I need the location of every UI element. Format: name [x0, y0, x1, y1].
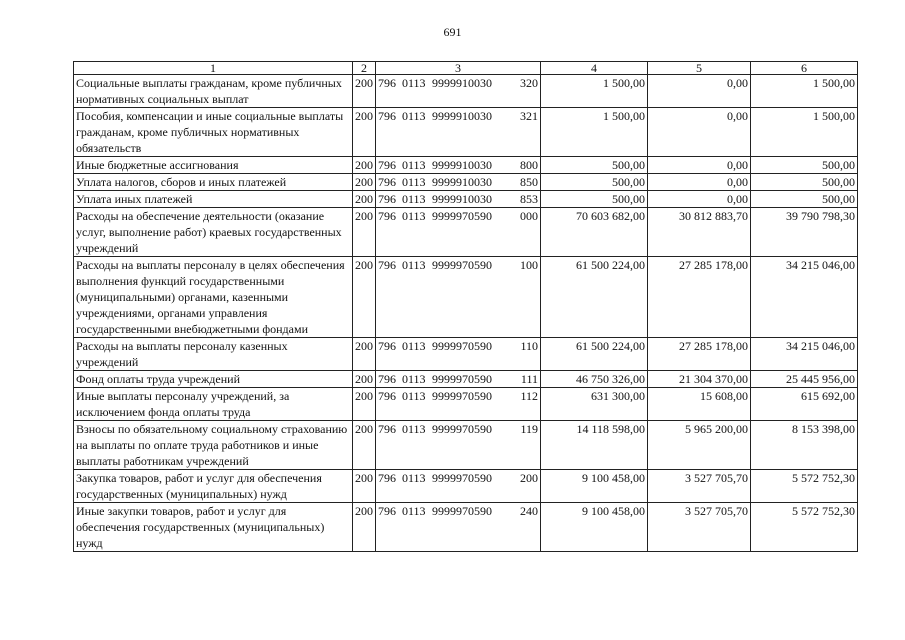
table-row	[74, 157, 858, 174]
row-amount-col4: 61 500 224,00	[541, 257, 648, 338]
department-code: 796	[378, 192, 396, 206]
row-amount-col4: 9 100 458,00	[541, 503, 648, 552]
row-code: 200	[353, 338, 376, 371]
row-description: Иные закупки товаров, работ и услуг для обеспечения государственных (муниципальных) нужд	[74, 503, 353, 552]
expense-type-code: 240	[520, 504, 538, 518]
row-amount-col6: 39 790 798,30	[751, 208, 858, 257]
department-code: 796	[378, 175, 396, 189]
row-classification-code	[376, 257, 541, 338]
target-article-code: 9999970590	[432, 471, 492, 485]
table-row	[74, 338, 858, 371]
row-amount-col6: 5 572 752,30	[751, 503, 858, 552]
table-row	[74, 388, 858, 421]
expense-type-code: 200	[520, 471, 538, 485]
expense-type-code: 321	[520, 109, 538, 123]
row-amount-col6: 34 215 046,00	[751, 338, 858, 371]
row-amount-col5: 27 285 178,00	[648, 338, 751, 371]
row-code: 200	[353, 421, 376, 470]
column-header: 2	[353, 62, 376, 75]
expense-type-code: 110	[520, 339, 538, 353]
row-description: Социальные выплаты гражданам, кроме публичных нормативных социальных выплат	[74, 75, 353, 108]
section-code: 0113	[402, 422, 426, 436]
table-row	[74, 371, 858, 388]
target-article-code: 9999910030	[432, 175, 492, 189]
page-number: 691	[443, 25, 462, 39]
target-article-code: 9999970590	[432, 209, 492, 223]
row-description: Пособия, компенсации и иные социальные выплаты гражданам, кроме публичных нормативных обязательств	[74, 108, 353, 157]
row-code: 200	[353, 108, 376, 157]
section-code: 0113	[402, 471, 426, 485]
section-code: 0113	[402, 192, 426, 206]
target-article-code: 9999970590	[432, 504, 492, 518]
row-amount-col4: 46 750 326,00	[541, 371, 648, 388]
expense-type-code: 850	[520, 175, 538, 189]
row-description: Иные бюджетные ассигнования	[74, 157, 353, 174]
row-amount-col6: 500,00	[751, 174, 858, 191]
target-article-code: 9999910030	[432, 158, 492, 172]
target-article-code: 9999970590	[432, 422, 492, 436]
row-amount-col4: 500,00	[541, 191, 648, 208]
row-description: Закупка товаров, работ и услуг для обеспечения государственных (муниципальных) нужд	[74, 470, 353, 503]
department-code: 796	[378, 339, 396, 353]
row-amount-col5: 15 608,00	[648, 388, 751, 421]
table-row	[74, 257, 858, 338]
table-row	[74, 208, 858, 257]
row-amount-col6: 500,00	[751, 191, 858, 208]
row-amount-col5: 3 527 705,70	[648, 470, 751, 503]
column-header: 3	[376, 62, 541, 75]
row-description: Расходы на обеспечение деятельности (оказание услуг, выполнение работ) краевых государственных учреждений	[74, 208, 353, 257]
row-code: 200	[353, 191, 376, 208]
row-code: 200	[353, 388, 376, 421]
expense-type-code: 112	[520, 389, 538, 403]
row-code: 200	[353, 503, 376, 552]
table-row	[74, 421, 858, 470]
row-description: Иные выплаты персоналу учреждений, за исключением фонда оплаты труда	[74, 388, 353, 421]
row-code: 200	[353, 470, 376, 503]
row-classification-code	[376, 191, 541, 208]
department-code: 796	[378, 109, 396, 123]
row-description: Расходы на выплаты персоналу казенных учреждений	[74, 338, 353, 371]
row-code: 200	[353, 75, 376, 108]
row-amount-col4: 61 500 224,00	[541, 338, 648, 371]
row-amount-col6: 615 692,00	[751, 388, 858, 421]
expense-type-code: 320	[520, 76, 538, 90]
column-header: 5	[648, 62, 751, 75]
target-article-code: 9999970590	[432, 339, 492, 353]
row-classification-code	[376, 208, 541, 257]
row-amount-col5: 0,00	[648, 174, 751, 191]
row-amount-col6: 34 215 046,00	[751, 257, 858, 338]
section-code: 0113	[402, 158, 426, 172]
section-code: 0113	[402, 209, 426, 223]
section-code: 0113	[402, 504, 426, 518]
section-code: 0113	[402, 339, 426, 353]
row-classification-code	[376, 470, 541, 503]
target-article-code: 9999970590	[432, 258, 492, 272]
expense-type-code: 111	[520, 372, 538, 386]
table-row	[74, 108, 858, 157]
expense-type-code: 100	[520, 258, 538, 272]
department-code: 796	[378, 158, 396, 172]
row-description: Расходы на выплаты персоналу в целях обеспечения выполнения функций государственными (муниципальными) органами, казенными учреждениями, органами управления государственными внебюджетными фондами	[74, 257, 353, 338]
row-amount-col4: 70 603 682,00	[541, 208, 648, 257]
row-amount-col4: 9 100 458,00	[541, 470, 648, 503]
column-header: 1	[74, 62, 353, 75]
section-code: 0113	[402, 175, 426, 189]
table-row	[74, 174, 858, 191]
department-code: 796	[378, 422, 396, 436]
row-amount-col5: 3 527 705,70	[648, 503, 751, 552]
table-row	[74, 191, 858, 208]
section-code: 0113	[402, 389, 426, 403]
row-classification-code	[376, 174, 541, 191]
section-code: 0113	[402, 76, 426, 90]
department-code: 796	[378, 372, 396, 386]
target-article-code: 9999970590	[432, 372, 492, 386]
table-row	[74, 503, 858, 552]
expense-type-code: 119	[520, 422, 538, 436]
row-amount-col5: 21 304 370,00	[648, 371, 751, 388]
row-code: 200	[353, 208, 376, 257]
row-classification-code	[376, 338, 541, 371]
row-amount-col4: 631 300,00	[541, 388, 648, 421]
row-amount-col5: 0,00	[648, 157, 751, 174]
row-amount-col4: 500,00	[541, 157, 648, 174]
row-amount-col5: 27 285 178,00	[648, 257, 751, 338]
section-code: 0113	[402, 258, 426, 272]
row-amount-col5: 0,00	[648, 75, 751, 108]
row-amount-col6: 1 500,00	[751, 75, 858, 108]
row-code: 200	[353, 174, 376, 191]
row-amount-col5: 5 965 200,00	[648, 421, 751, 470]
expense-type-code: 853	[520, 192, 538, 206]
department-code: 796	[378, 389, 396, 403]
column-header: 4	[541, 62, 648, 75]
budget-table	[73, 61, 858, 552]
row-description: Уплата налогов, сборов и иных платежей	[74, 174, 353, 191]
row-amount-col6: 500,00	[751, 157, 858, 174]
department-code: 796	[378, 209, 396, 223]
row-classification-code	[376, 371, 541, 388]
row-code: 200	[353, 257, 376, 338]
row-amount-col6: 25 445 956,00	[751, 371, 858, 388]
expense-type-code: 000	[520, 209, 538, 223]
row-classification-code	[376, 421, 541, 470]
table-header-row	[74, 62, 858, 75]
row-amount-col4: 500,00	[541, 174, 648, 191]
row-amount-col6: 8 153 398,00	[751, 421, 858, 470]
row-classification-code	[376, 388, 541, 421]
row-description: Фонд оплаты труда учреждений	[74, 371, 353, 388]
row-amount-col5: 30 812 883,70	[648, 208, 751, 257]
row-classification-code	[376, 503, 541, 552]
row-classification-code	[376, 75, 541, 108]
department-code: 796	[378, 76, 396, 90]
row-amount-col4: 1 500,00	[541, 108, 648, 157]
row-classification-code	[376, 108, 541, 157]
section-code: 0113	[402, 109, 426, 123]
row-code: 200	[353, 157, 376, 174]
table-row	[74, 75, 858, 108]
department-code: 796	[378, 471, 396, 485]
department-code: 796	[378, 504, 396, 518]
section-code: 0113	[402, 372, 426, 386]
row-amount-col4: 14 118 598,00	[541, 421, 648, 470]
department-code: 796	[378, 258, 396, 272]
row-amount-col5: 0,00	[648, 108, 751, 157]
table-row	[74, 470, 858, 503]
row-amount-col5: 0,00	[648, 191, 751, 208]
row-amount-col4: 1 500,00	[541, 75, 648, 108]
row-classification-code	[376, 157, 541, 174]
row-description: Уплата иных платежей	[74, 191, 353, 208]
row-code: 200	[353, 371, 376, 388]
target-article-code: 9999910030	[432, 109, 492, 123]
row-amount-col6: 1 500,00	[751, 108, 858, 157]
column-header: 6	[751, 62, 858, 75]
row-amount-col6: 5 572 752,30	[751, 470, 858, 503]
target-article-code: 9999910030	[432, 76, 492, 90]
target-article-code: 9999970590	[432, 389, 492, 403]
expense-type-code: 800	[520, 158, 538, 172]
target-article-code: 9999910030	[432, 192, 492, 206]
row-description: Взносы по обязательному социальному страхованию на выплаты по оплате труда работников и иные выплаты работникам учреждений	[74, 421, 353, 470]
